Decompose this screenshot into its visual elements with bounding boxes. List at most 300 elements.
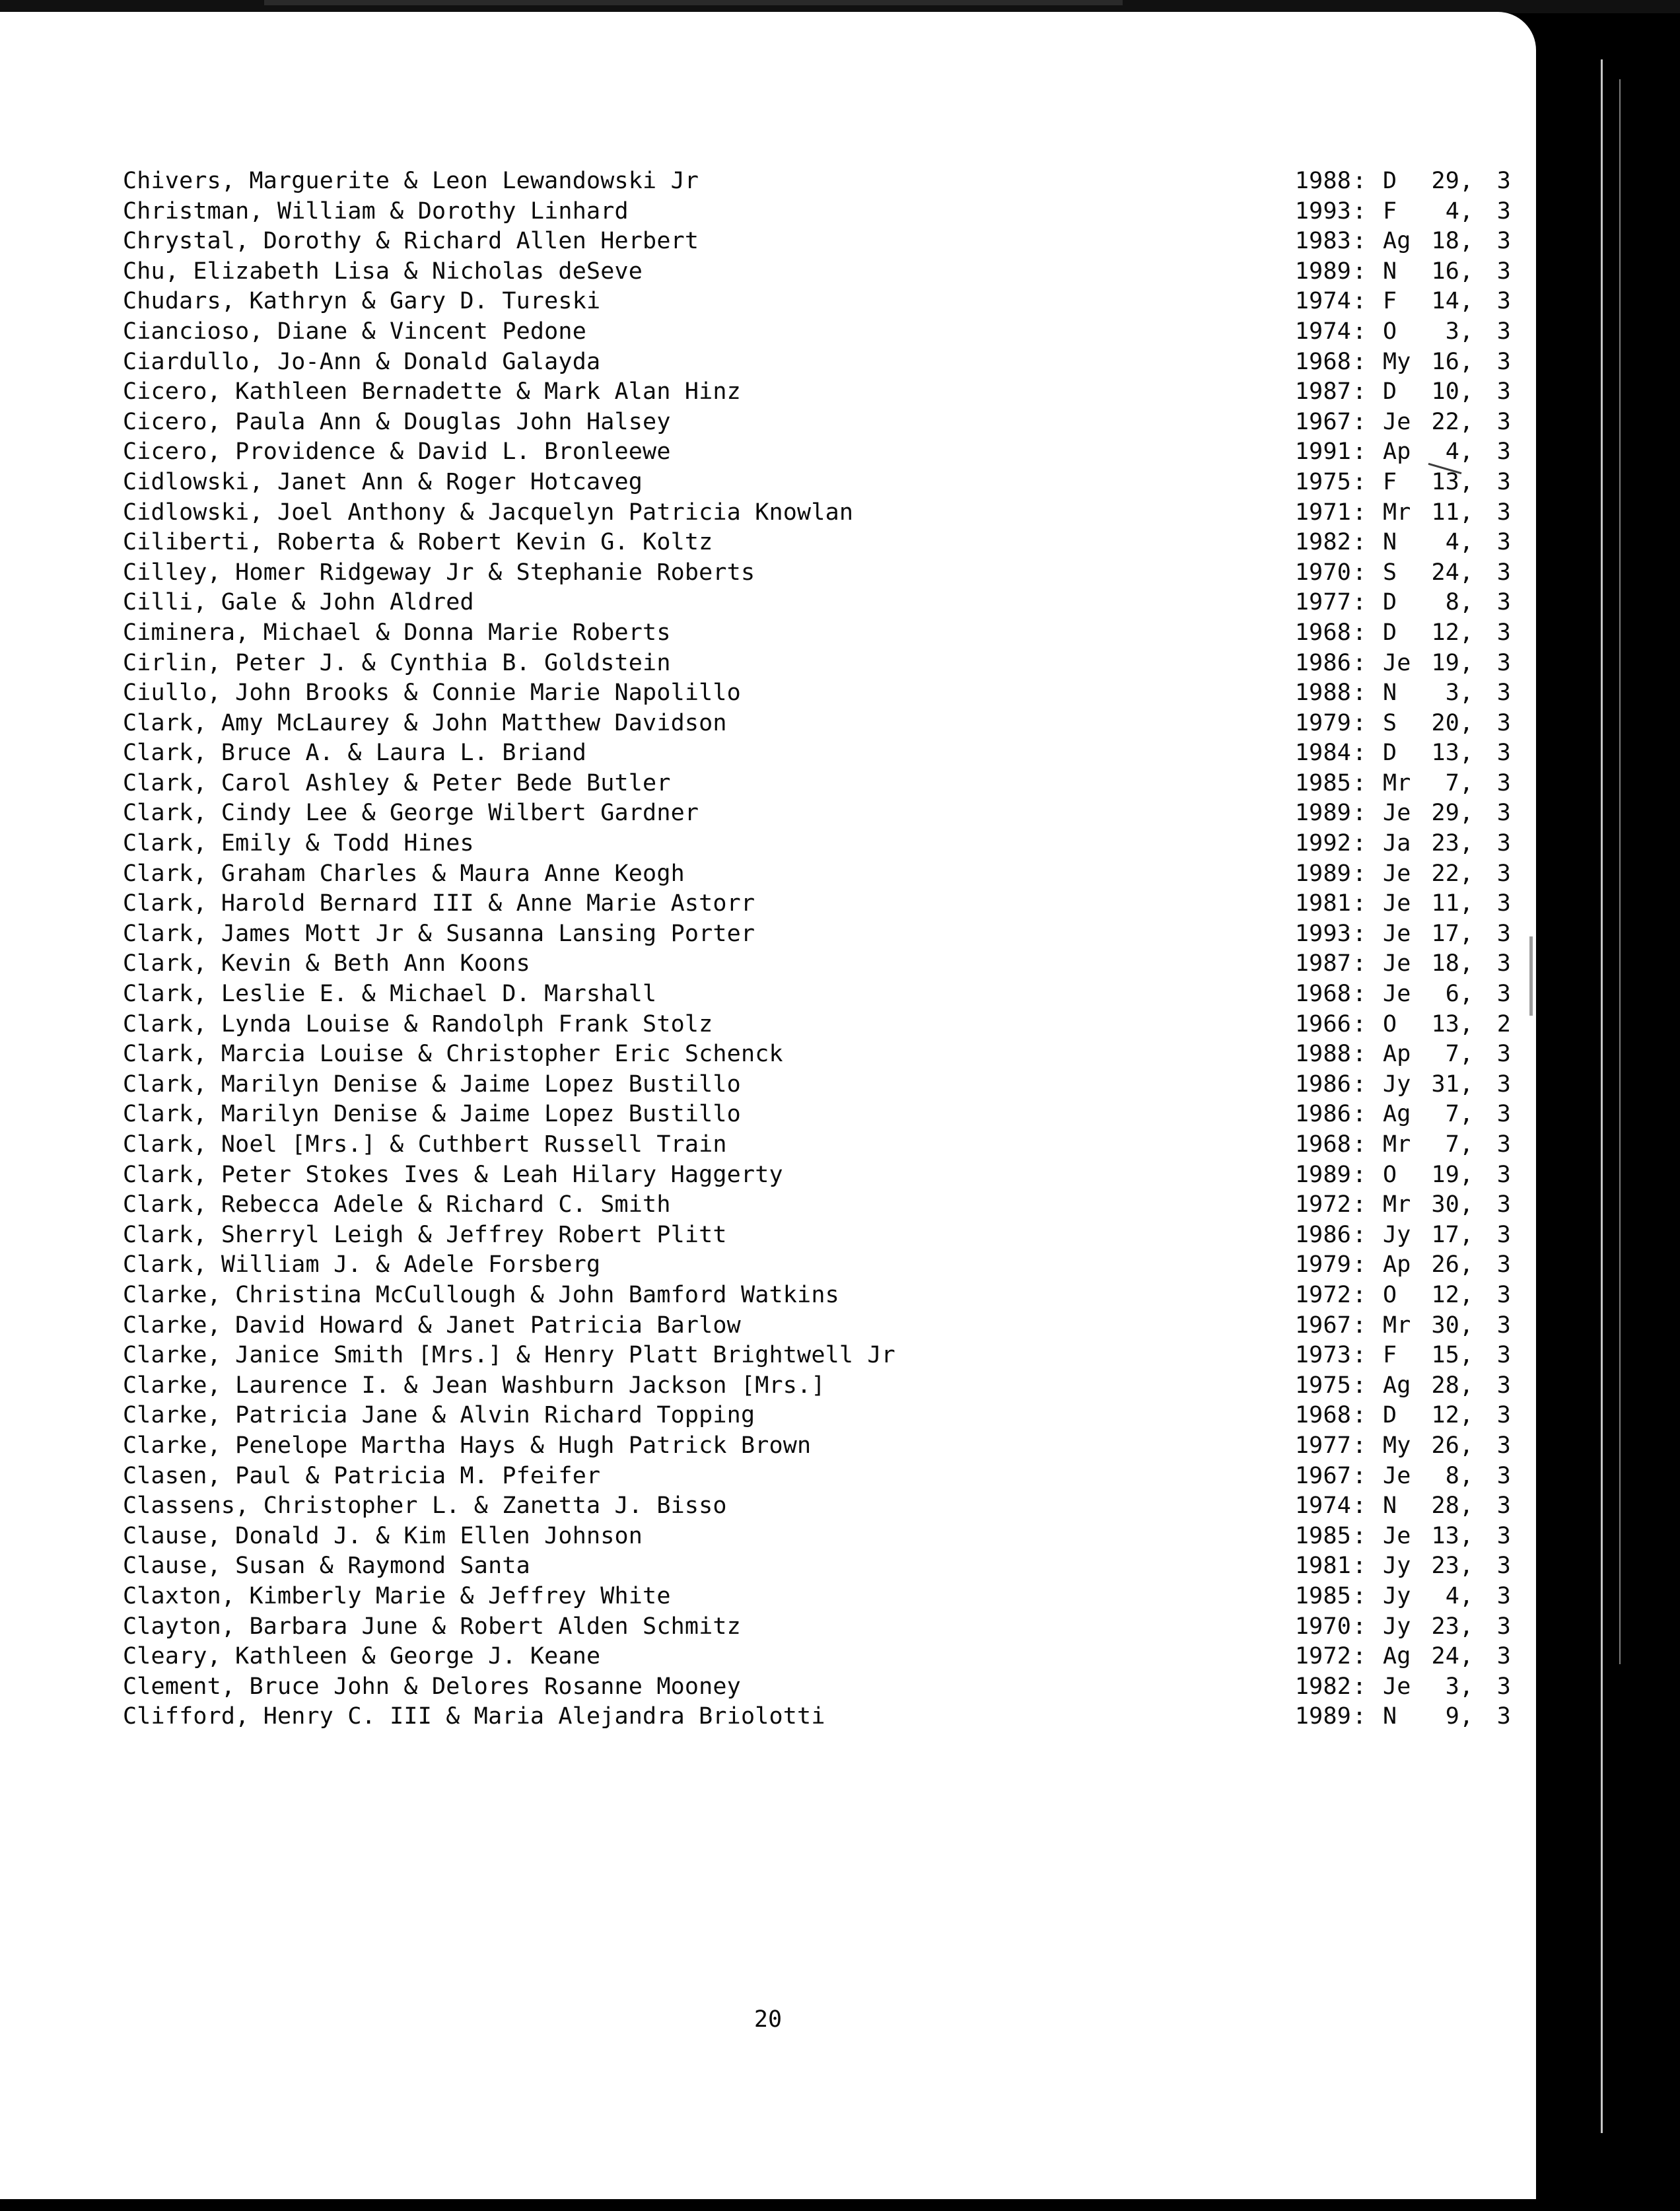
entry-day: 15 [1431,1342,1459,1369]
index-entry-row [123,408,1511,439]
entry-comma: , [1459,288,1474,315]
entry-volume: 3 [1496,680,1511,707]
index-entry-row [123,348,1511,379]
entry-year: 1986 [1294,1101,1351,1128]
entry-day: 20 [1431,709,1459,736]
index-entry-row [123,197,1511,228]
index-entry-row [123,1402,1511,1432]
entry-day: 26 [1431,1251,1459,1279]
entry-month: Mr [1383,499,1411,526]
entry-names: Clark, Marcia Louise & Christopher Eric Schenck [123,1041,783,1068]
entry-year: 1968 [1294,348,1351,375]
entry-day: 8 [1445,589,1459,616]
entry-colon: : [1352,228,1367,255]
entry-volume: 3 [1496,769,1511,796]
entry-year: 1970 [1294,1613,1351,1640]
entry-colon: : [1352,920,1367,947]
entry-year: 1993 [1294,920,1351,947]
entry-year: 1993 [1294,197,1351,225]
entry-names: Clause, Susan & Raymond Santa [123,1553,530,1580]
index-entry-row [123,1281,1511,1312]
entry-comma: , [1459,529,1474,556]
entry-volume: 3 [1496,1251,1511,1279]
entry-volume: 3 [1496,1703,1511,1730]
entry-month: N [1383,680,1397,707]
entry-colon: : [1352,1312,1367,1339]
entry-month: Ag [1383,1372,1411,1399]
entry-comma: , [1459,890,1474,917]
entry-names: Clark, Graham Charles & Maura Anne Keogh [123,860,685,887]
index-entry-row [123,1462,1511,1493]
entry-comma: , [1459,1101,1474,1128]
entry-names: Cirlin, Peter J. & Cynthia B. Goldstein [123,649,671,676]
entry-volume: 3 [1496,830,1511,857]
index-entry-row [123,981,1511,1011]
entry-names: Clark, Kevin & Beth Ann Koons [123,950,530,977]
entry-year: 1984 [1294,740,1351,767]
entry-names: Clark, Carol Ashley & Peter Bede Butler [123,769,671,796]
entry-colon: : [1352,1010,1367,1037]
entry-day: 7 [1445,1101,1459,1128]
entry-month: N [1383,1492,1397,1520]
entry-colon: : [1352,1613,1367,1640]
entry-names: Clark, Peter Stokes Ives & Leah Hilary Haggerty [123,1161,783,1188]
entry-day: 24 [1431,559,1459,586]
entry-year: 1989 [1294,1161,1351,1188]
entry-colon: : [1352,318,1367,345]
entry-comma: , [1459,1643,1474,1670]
entry-month: F [1383,288,1397,315]
index-entry-row [123,1070,1511,1102]
entry-comma: , [1459,1191,1474,1218]
entry-month: Je [1383,920,1411,947]
entry-year: 1973 [1294,1342,1351,1369]
entry-comma: , [1459,1342,1474,1369]
entry-month: Je [1383,860,1411,887]
entry-comma: , [1459,649,1474,676]
entry-month: Ag [1383,228,1411,255]
entry-year: 1972 [1294,1643,1351,1670]
entry-colon: : [1352,1703,1367,1730]
entry-colon: : [1352,258,1367,285]
entry-names: Cidlowski, Joel Anthony & Jacquelyn Patricia Knowlan [123,499,854,526]
entry-day: 23 [1431,830,1459,857]
index-entry-row [123,559,1511,590]
entry-volume: 3 [1496,1161,1511,1188]
entry-year: 1991 [1294,439,1351,466]
entry-names: Ciancioso, Diane & Vincent Pedone [123,318,586,345]
entry-colon: : [1352,1101,1367,1128]
entry-year: 1971 [1294,499,1351,526]
entry-year: 1967 [1294,408,1351,435]
entry-day: 24 [1431,1643,1459,1670]
entry-comma: , [1459,950,1474,977]
entry-names: Cilley, Homer Ridgeway Jr & Stephanie Roberts [123,559,755,586]
entry-volume: 3 [1496,981,1511,1008]
entry-names: Chivers, Marguerite & Leon Lewandowski Jr [123,168,699,194]
entry-names: Cicero, Kathleen Bernadette & Mark Alan Hinz [123,378,741,405]
entry-names: Clarke, Janice Smith [Mrs.] & Henry Platt Brightwell Jr [123,1342,895,1369]
entry-colon: : [1352,559,1367,586]
entry-colon: : [1352,499,1367,526]
entry-comma: , [1459,1522,1474,1549]
entry-year: 1972 [1294,1191,1351,1218]
entry-day: 16 [1431,258,1459,285]
index-entry-row [123,769,1511,800]
entry-volume: 3 [1496,1522,1511,1549]
entry-names: Clark, Rebecca Adele & Richard C. Smith [123,1191,671,1218]
entry-volume: 3 [1496,1643,1511,1670]
entry-colon: : [1352,439,1367,466]
entry-month: Jy [1383,1070,1411,1098]
index-entry-row [123,378,1511,409]
entry-volume: 3 [1496,1372,1511,1399]
entry-month: Jy [1383,1613,1411,1640]
entry-month: Je [1383,890,1411,917]
entry-month: Je [1383,800,1411,827]
index-entry-row [123,1432,1511,1463]
entry-year: 1982 [1294,1673,1351,1700]
entry-names: Classens, Christopher L. & Zanetta J. Bisso [123,1492,727,1520]
entry-comma: , [1459,378,1474,405]
entry-colon: : [1352,197,1367,225]
index-entry-row [123,1101,1511,1131]
entry-volume: 3 [1496,619,1511,646]
entry-year: 1968 [1294,1402,1351,1429]
entry-comma: , [1459,769,1474,796]
entry-day: 13 [1431,468,1459,495]
entry-colon: : [1352,1342,1367,1369]
entry-year: 1968 [1294,1131,1351,1158]
entry-day: 13 [1431,740,1459,767]
entry-comma: , [1459,680,1474,707]
entry-names: Clark, Amy McLaurey & John Matthew Davidson [123,709,727,736]
entry-day: 4 [1445,197,1459,225]
entry-names: Ciminera, Michael & Donna Marie Roberts [123,619,671,646]
entry-day: 4 [1445,529,1459,556]
entry-colon: : [1352,1281,1367,1308]
entry-colon: : [1352,529,1367,556]
entry-day: 29 [1431,168,1459,194]
entry-comma: , [1459,468,1474,495]
entry-volume: 3 [1496,1613,1511,1640]
index-entry-row [123,1191,1511,1222]
index-entry-row [123,619,1511,650]
entry-month: Je [1383,950,1411,977]
entry-year: 1981 [1294,890,1351,917]
entry-comma: , [1459,830,1474,857]
entry-month: S [1383,709,1397,736]
entry-volume: 3 [1496,258,1511,285]
index-entry-row [123,1131,1511,1162]
entry-year: 1982 [1294,529,1351,556]
entry-colon: : [1352,890,1367,917]
entry-year: 1977 [1294,589,1351,616]
entry-year: 1975 [1294,1372,1351,1399]
entry-comma: , [1459,981,1474,1008]
index-entry-row [123,1251,1511,1282]
entry-names: Clark, Sherryl Leigh & Jeffrey Robert Plitt [123,1221,727,1248]
entry-names: Clarke, David Howard & Janet Patricia Barlow [123,1312,741,1339]
index-entry-row [123,589,1511,619]
entry-comma: , [1459,1673,1474,1700]
entry-names: Clause, Donald J. & Kim Ellen Johnson [123,1522,643,1549]
entry-month: My [1383,1432,1411,1459]
entry-names: Clifford, Henry C. III & Maria Alejandra Briolotti [123,1703,825,1730]
index-entry-row [123,1522,1511,1553]
index-entry-row [123,468,1511,499]
index-entry-row [123,1613,1511,1644]
entry-month: Mr [1383,1191,1411,1218]
entry-volume: 3 [1496,318,1511,345]
index-entry-row [123,1372,1511,1403]
index-entry-row [123,860,1511,891]
entry-comma: , [1459,800,1474,827]
entry-year: 1972 [1294,1281,1351,1308]
entry-volume: 3 [1496,1070,1511,1098]
entry-day: 31 [1431,1070,1459,1098]
entry-month: Ap [1383,1041,1411,1068]
entry-year: 1981 [1294,1553,1351,1580]
scan-top-border-streak [264,0,1123,5]
entry-colon: : [1352,378,1367,405]
entry-comma: , [1459,1070,1474,1098]
index-entry-row [123,920,1511,951]
entry-names: Clark, Noel [Mrs.] & Cuthbert Russell Train [123,1131,727,1158]
entry-day: 30 [1431,1191,1459,1218]
entry-names: Chu, Elizabeth Lisa & Nicholas deSeve [123,258,643,285]
entry-names: Clark, Lynda Louise & Randolph Frank Stolz [123,1010,713,1037]
entry-month: N [1383,1703,1397,1730]
entry-day: 6 [1445,981,1459,1008]
entry-volume: 3 [1496,709,1511,736]
entry-volume: 3 [1496,499,1511,526]
entry-month: O [1383,1161,1397,1188]
entry-year: 1989 [1294,800,1351,827]
entry-month: Je [1383,1522,1411,1549]
scanner-edge-highlight-secondary [1619,79,1621,1664]
entry-month: Je [1383,981,1411,1008]
entry-year: 1967 [1294,1312,1351,1339]
entry-month: D [1383,589,1397,616]
entry-volume: 3 [1496,168,1511,194]
entry-year: 1989 [1294,860,1351,887]
entry-year: 1966 [1294,1010,1351,1037]
entry-volume: 3 [1496,288,1511,315]
entry-colon: : [1352,1582,1367,1609]
entry-colon: : [1352,468,1367,495]
entry-comma: , [1459,258,1474,285]
index-entry-row [123,1342,1511,1372]
entry-year: 1968 [1294,619,1351,646]
entry-names: Ciullo, John Brooks & Connie Marie Napolillo [123,680,741,707]
entry-month: Mr [1383,1131,1411,1158]
entry-month: O [1383,1281,1397,1308]
entry-day: 7 [1445,769,1459,796]
entry-comma: , [1459,1221,1474,1248]
entry-names: Clark, Cindy Lee & George Wilbert Gardner [123,800,699,827]
entry-day: 26 [1431,1432,1459,1459]
entry-names: Claxton, Kimberly Marie & Jeffrey White [123,1582,671,1609]
entry-day: 10 [1431,378,1459,405]
entry-names: Cicero, Paula Ann & Douglas John Halsey [123,408,671,435]
entry-colon: : [1352,1522,1367,1549]
index-entry-row [123,1041,1511,1071]
entry-comma: , [1459,1131,1474,1158]
entry-volume: 3 [1496,408,1511,435]
entry-volume: 3 [1496,197,1511,225]
entry-names: Clark, Bruce A. & Laura L. Briand [123,740,586,767]
index-entry-row [123,830,1511,860]
entry-colon: : [1352,950,1367,977]
entry-month: Mr [1383,1312,1411,1339]
entry-day: 12 [1431,1281,1459,1308]
entry-volume: 3 [1496,1041,1511,1068]
entry-volume: 3 [1496,1342,1511,1369]
entry-names: Clarke, Christina McCullough & John Bamford Watkins [123,1281,839,1308]
index-entry-row [123,499,1511,530]
entry-volume: 3 [1496,1281,1511,1308]
entry-colon: : [1352,1070,1367,1098]
entry-month: Ag [1383,1643,1411,1670]
entry-year: 1974 [1294,318,1351,345]
index-entry-row [123,288,1511,318]
entry-day: 16 [1431,348,1459,375]
entry-volume: 3 [1496,1101,1511,1128]
entry-names: Clark, Marilyn Denise & Jaime Lopez Bustillo [123,1070,741,1098]
entry-colon: : [1352,288,1367,315]
entry-year: 1974 [1294,1492,1351,1520]
index-entry-row [123,1703,1511,1734]
entry-names: Clarke, Laurence I. & Jean Washburn Jackson [Mrs.] [123,1372,825,1399]
entry-day: 7 [1445,1131,1459,1158]
entry-day: 17 [1431,1221,1459,1248]
entry-names: Clayton, Barbara June & Robert Alden Schmitz [123,1613,741,1640]
entry-comma: , [1459,619,1474,646]
entry-year: 1988 [1294,680,1351,707]
entry-comma: , [1459,589,1474,616]
entry-day: 19 [1431,1161,1459,1188]
index-entry-row [123,1221,1511,1252]
index-entry-row [123,529,1511,559]
entry-volume: 3 [1496,1221,1511,1248]
entry-month: Je [1383,1462,1411,1489]
entry-volume: 3 [1496,439,1511,466]
entry-month: F [1383,1342,1397,1369]
scanner-edge-highlight [1601,59,1603,2133]
entry-day: 28 [1431,1492,1459,1520]
entry-month: D [1383,619,1397,646]
entry-names: Clasen, Paul & Patricia M. Pfeifer [123,1462,601,1489]
entry-day: 17 [1431,920,1459,947]
index-entry-row [123,649,1511,680]
entry-year: 1975 [1294,468,1351,495]
entry-names: Chrystal, Dorothy & Richard Allen Herbert [123,228,699,255]
entry-day: 22 [1431,860,1459,887]
entry-day: 7 [1445,1041,1459,1068]
entry-month: N [1383,529,1397,556]
entry-day: 18 [1431,950,1459,977]
entry-volume: 3 [1496,1553,1511,1580]
entry-year: 1979 [1294,1251,1351,1279]
entry-month: Jy [1383,1221,1411,1248]
index-entry-row [123,680,1511,710]
entry-colon: : [1352,168,1367,194]
entry-colon: : [1352,1161,1367,1188]
entry-volume: 3 [1496,1191,1511,1218]
entry-year: 1989 [1294,258,1351,285]
index-entry-row [123,1553,1511,1583]
entry-names: Clark, James Mott Jr & Susanna Lansing Porter [123,920,755,947]
entry-day: 14 [1431,288,1459,315]
index-entry-row [123,168,1511,198]
entry-year: 1977 [1294,1432,1351,1459]
entry-colon: : [1352,1402,1367,1429]
entry-names: Clark, Harold Bernard III & Anne Marie Astorr [123,890,755,917]
entry-comma: , [1459,1613,1474,1640]
entry-comma: , [1459,1312,1474,1339]
entry-colon: : [1352,1191,1367,1218]
entry-colon: : [1352,800,1367,827]
entry-comma: , [1459,499,1474,526]
entry-volume: 3 [1496,1131,1511,1158]
entry-month: Ap [1383,1251,1411,1279]
entry-volume: 3 [1496,950,1511,977]
entry-month: Ag [1383,1101,1411,1128]
entry-colon: : [1352,1553,1367,1580]
entry-comma: , [1459,860,1474,887]
index-entry-row [123,1492,1511,1523]
entry-names: Cidlowski, Janet Ann & Roger Hotcaveg [123,468,643,495]
entry-day: 3 [1445,1673,1459,1700]
index-entry-row [123,1161,1511,1192]
entry-colon: : [1352,1462,1367,1489]
entry-comma: , [1459,1432,1474,1459]
entry-day: 4 [1445,439,1459,466]
entry-volume: 3 [1496,1312,1511,1339]
entry-comma: , [1459,740,1474,767]
entry-comma: , [1459,1281,1474,1308]
entry-day: 12 [1431,619,1459,646]
entry-names: Cicero, Providence & David L. Bronleewe [123,439,671,466]
entry-names: Cilli, Gale & John Aldred [123,589,474,616]
entry-day: 12 [1431,1402,1459,1429]
entry-year: 1985 [1294,1522,1351,1549]
entry-comma: , [1459,709,1474,736]
entry-volume: 3 [1496,860,1511,887]
entry-names: Ciliberti, Roberta & Robert Kevin G. Koltz [123,529,713,556]
entry-year: 1986 [1294,649,1351,676]
entry-year: 1989 [1294,1703,1351,1730]
entry-comma: , [1459,1251,1474,1279]
entry-day: 23 [1431,1613,1459,1640]
entry-month: D [1383,1402,1397,1429]
entry-year: 1987 [1294,378,1351,405]
entry-names: Clark, Emily & Todd Hines [123,830,474,857]
entry-day: 8 [1445,1462,1459,1489]
entry-comma: , [1459,408,1474,435]
entry-volume: 3 [1496,559,1511,586]
index-entry-row [123,439,1511,469]
entry-month: Ap [1383,439,1411,466]
entry-comma: , [1459,1703,1474,1730]
entry-comma: , [1459,1372,1474,1399]
entry-volume: 3 [1496,1432,1511,1459]
entry-comma: , [1459,1492,1474,1520]
entry-colon: : [1352,1673,1367,1700]
entry-volume: 3 [1496,589,1511,616]
entry-comma: , [1459,1553,1474,1580]
